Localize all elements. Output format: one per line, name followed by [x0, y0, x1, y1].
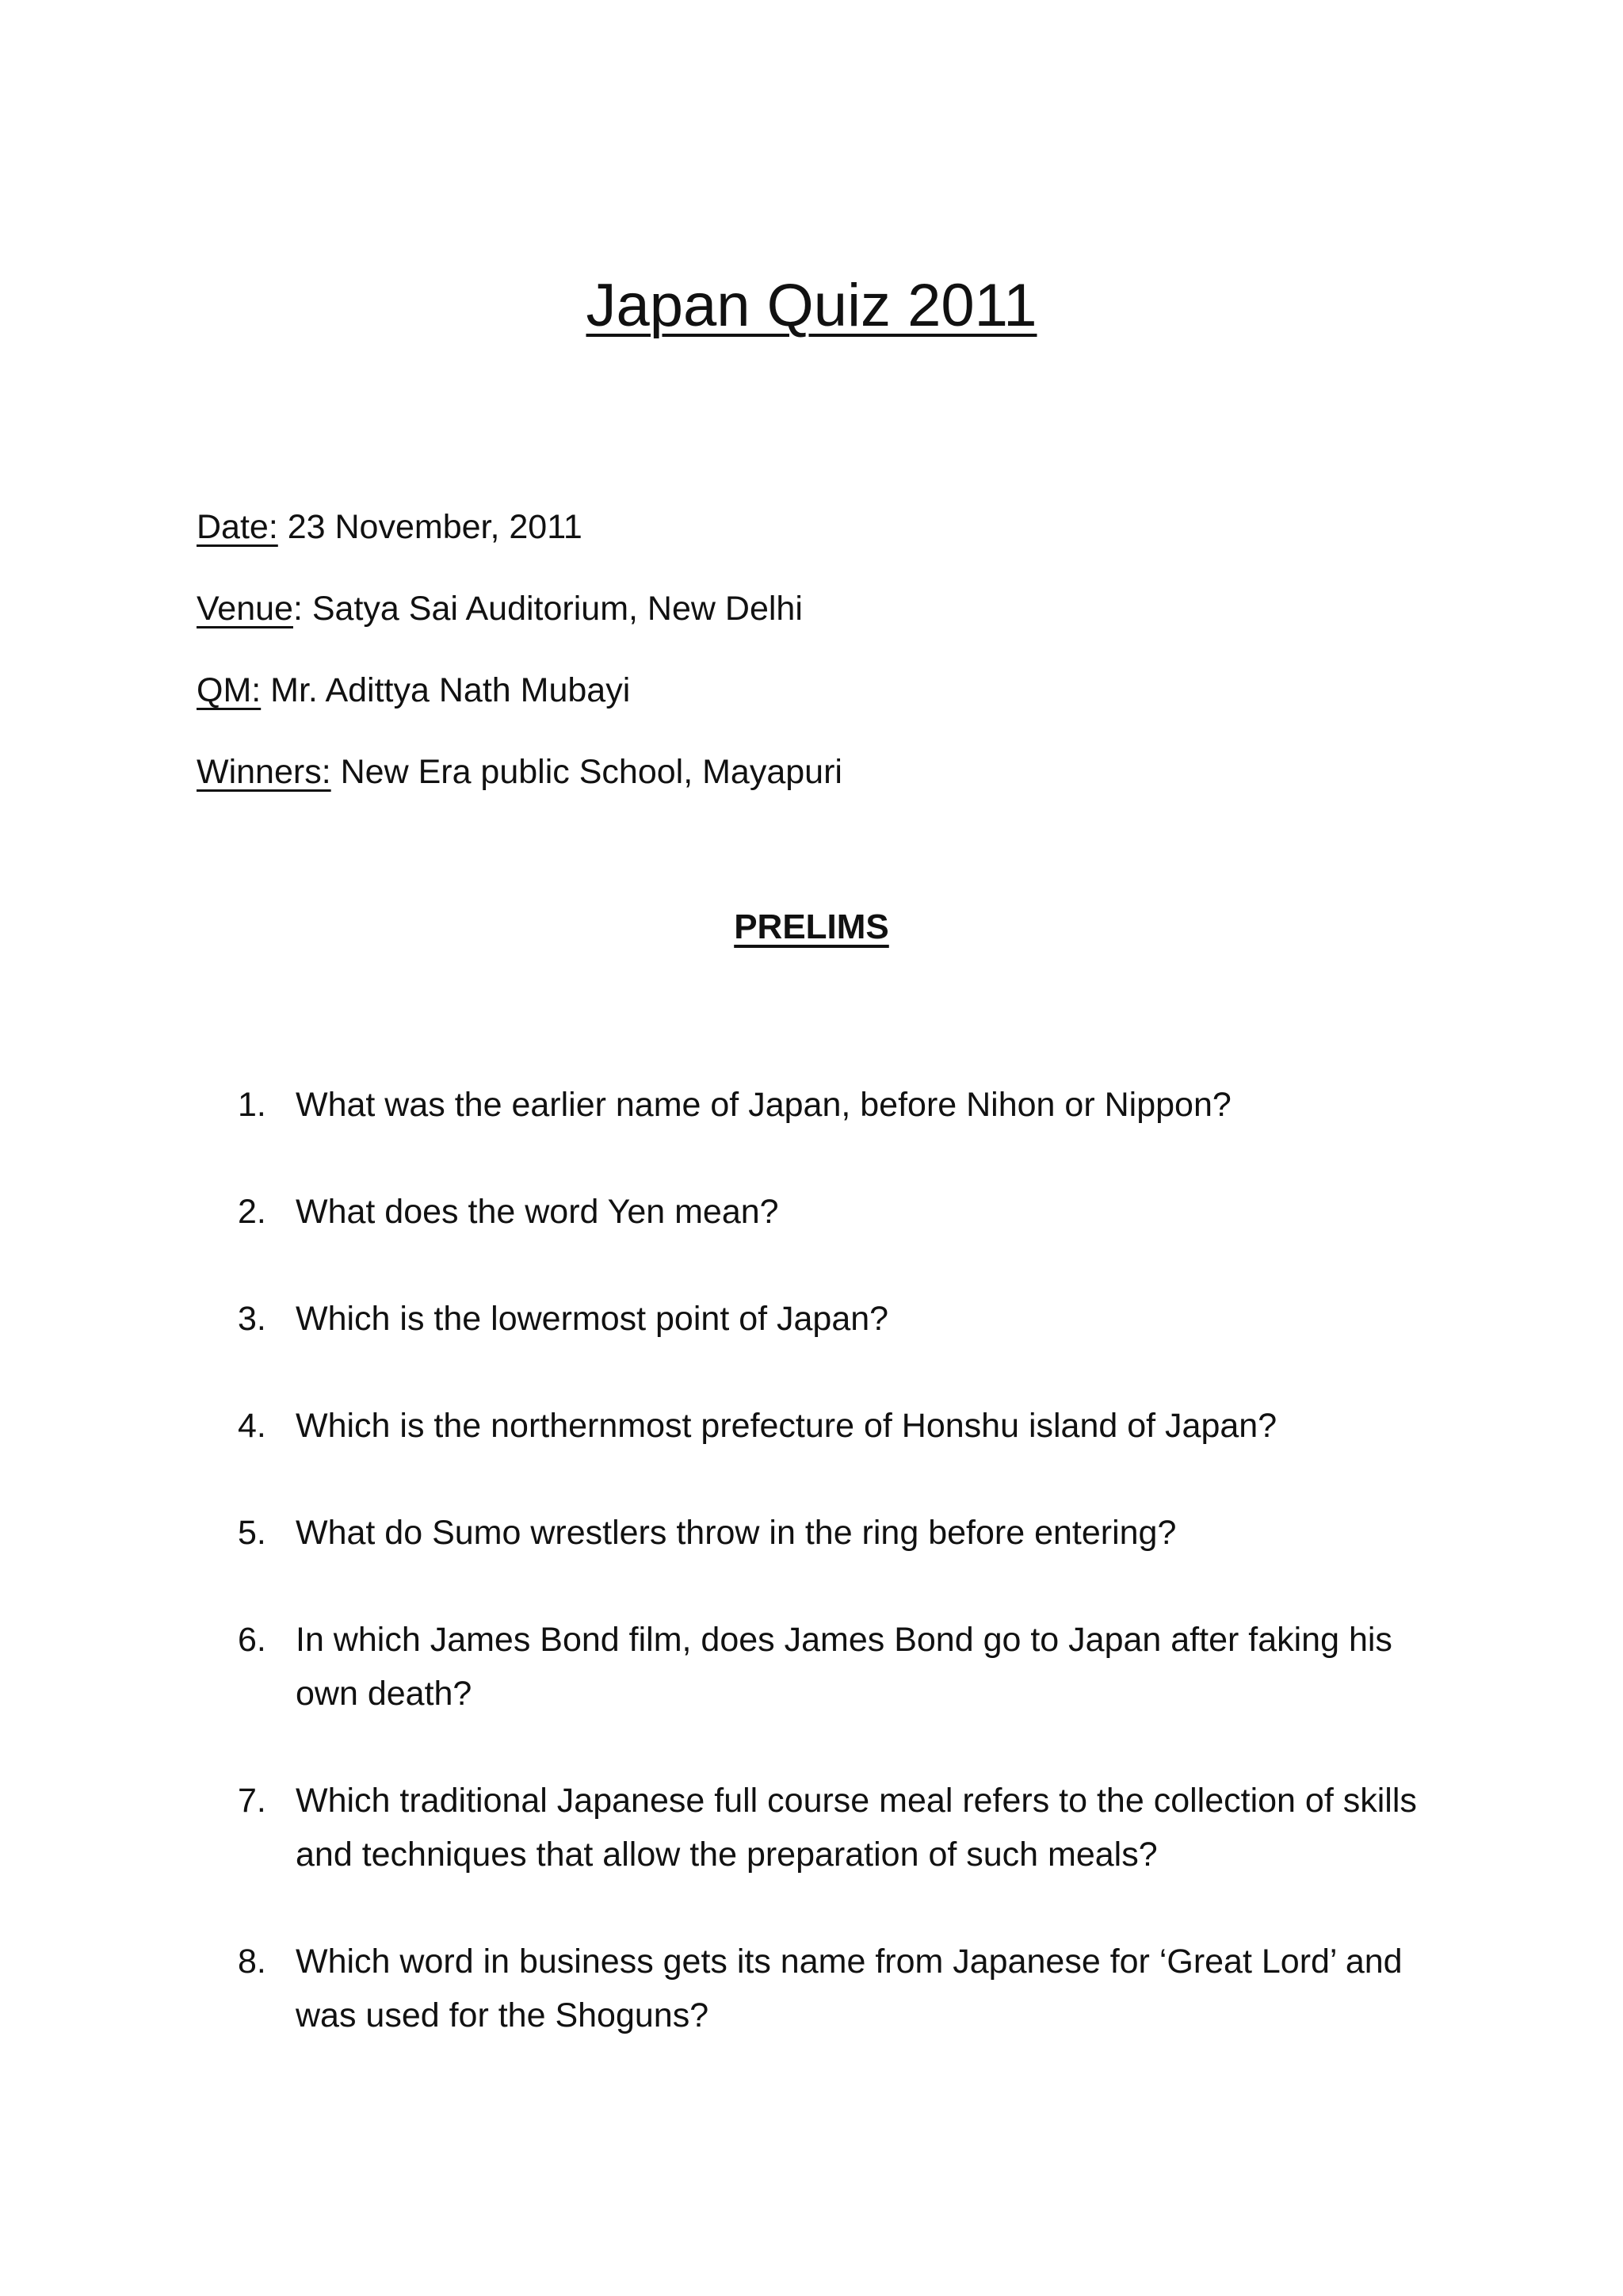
- venue-label: Venue: [197, 590, 293, 628]
- question-item: [238, 1506, 1442, 1560]
- section-title: PRELIMS: [734, 907, 889, 946]
- qm-line: [197, 667, 1465, 713]
- event-details: [197, 504, 1465, 831]
- question-item: [238, 1399, 1442, 1453]
- winners-value: New Era public School, Mayapuri: [330, 753, 842, 791]
- question-item: [238, 1613, 1442, 1721]
- question-text: Which is the northernmost prefecture of Honshu island of Japan?: [296, 1407, 1277, 1445]
- question-number: 8.: [238, 1943, 266, 1981]
- question-number: 2.: [238, 1193, 266, 1231]
- date-value: 23 November, 2011: [277, 508, 582, 546]
- question-text: What was the earlier name of Japan, before Nihon or Nippon?: [296, 1086, 1232, 1124]
- question-item: [238, 1292, 1442, 1346]
- winners-line: [197, 749, 1465, 795]
- question-item: [238, 1774, 1442, 1881]
- question-number: 5.: [238, 1514, 266, 1552]
- qm-label: QM:: [197, 671, 262, 709]
- question-number: 1.: [238, 1086, 266, 1124]
- question-item: [238, 1935, 1442, 2042]
- question-text: Which traditional Japanese full course meal refers to the collection of skills and techniques that allow the preparation of such meals?: [296, 1782, 1417, 1874]
- question-number: 3.: [238, 1300, 266, 1338]
- question-text: What do Sumo wrestlers throw in the ring before entering?: [296, 1514, 1177, 1552]
- question-list: [238, 1078, 1442, 2095]
- venue-label-suffix: :: [292, 590, 303, 628]
- question-item: [238, 1185, 1442, 1239]
- question-text: Which word in business gets its name from Japanese for ‘Great Lord’ and was used for the Shoguns?: [296, 1943, 1403, 2034]
- page-title: Japan Quiz 2011: [586, 272, 1037, 339]
- winners-label: Winners:: [197, 753, 331, 791]
- venue-value: Satya Sai Auditorium, New Delhi: [302, 590, 803, 628]
- question-number: 7.: [238, 1782, 266, 1820]
- question-text: Which is the lowermost point of Japan?: [296, 1300, 889, 1338]
- question-item: [238, 1078, 1442, 1132]
- question-number: 4.: [238, 1407, 266, 1445]
- question-text: What does the word Yen mean?: [296, 1193, 779, 1231]
- date-label: Date:: [197, 508, 278, 546]
- question-text: In which James Bond film, does James Bond go to Japan after faking his own death?: [296, 1621, 1392, 1713]
- date-line: [197, 504, 1465, 550]
- venue-line: [197, 586, 1465, 632]
- qm-value: Mr. Adittya Nath Mubayi: [261, 671, 631, 709]
- question-number: 6.: [238, 1621, 266, 1659]
